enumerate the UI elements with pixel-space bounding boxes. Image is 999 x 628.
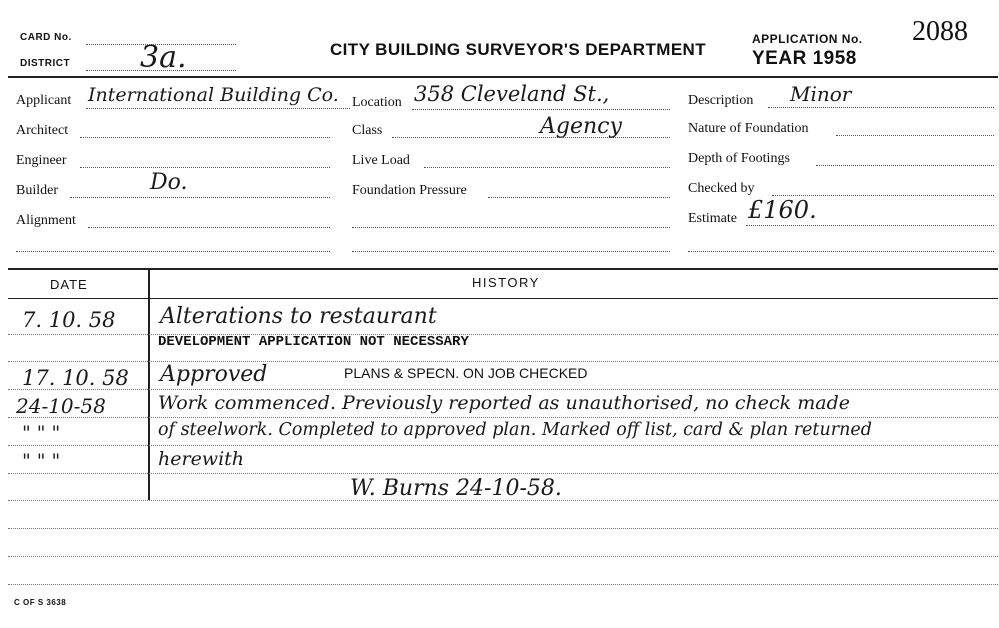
alignment-dotted-line <box>88 227 330 228</box>
card-no-label: CARD No. <box>20 32 72 43</box>
nature-dotted-line <box>836 135 994 136</box>
history-row-line <box>8 584 998 585</box>
description-label: Description <box>688 93 754 108</box>
department-title: CITY BUILDING SURVEYOR'S DEPARTMENT <box>330 40 707 59</box>
class-value: Agency <box>540 114 622 139</box>
class-label: Class <box>352 123 383 138</box>
location-value: 358 Cleveland St., <box>414 82 610 106</box>
live-load-label: Live Load <box>352 153 410 168</box>
district-value: 3a. <box>140 40 187 75</box>
live-load-dotted-line <box>424 167 670 168</box>
district-label: DISTRICT <box>20 58 71 69</box>
alignment-extra-line <box>16 251 330 252</box>
history-date: 7. 10. 58 <box>22 308 116 332</box>
application-no-label: APPLICATION No. <box>752 32 863 46</box>
signature: W. Burns 24-10-58. <box>350 476 562 501</box>
estimate-label: Estimate <box>688 211 737 226</box>
history-row-line <box>8 334 998 335</box>
history-top-rule <box>8 268 998 270</box>
history-entry: herewith <box>158 448 245 470</box>
history-entry: Approved <box>160 362 268 387</box>
application-no-value: 2088 <box>912 16 968 47</box>
applicant-value: International Building Co. <box>88 84 339 106</box>
description-dotted-line <box>768 107 994 108</box>
development-stamp: DEVELOPMENT APPLICATION NOT NECESSARY <box>158 334 469 350</box>
history-row-line <box>8 389 998 390</box>
col2-extra-line-1 <box>352 227 670 228</box>
history-row-line <box>8 445 998 446</box>
engineer-label: Engineer <box>16 153 67 168</box>
history-date-ditto: " " " <box>22 450 61 472</box>
history-entry: Alterations to restaurant <box>160 304 437 329</box>
engineer-dotted-line <box>80 167 330 168</box>
applicant-label: Applicant <box>16 93 72 108</box>
estimate-dotted-line <box>746 225 994 226</box>
history-header: HISTORY <box>472 275 540 290</box>
history-header-rule <box>8 298 998 299</box>
builder-value: Do. <box>150 170 188 195</box>
history-date-ditto: " " " <box>22 422 61 444</box>
history-row-line <box>8 417 998 418</box>
history-date: 17. 10. 58 <box>22 366 129 390</box>
history-row-line <box>8 473 998 474</box>
header-rule <box>8 76 998 78</box>
history-row-line <box>8 556 998 557</box>
year: YEAR 1958 <box>752 48 857 69</box>
architect-dotted-line <box>80 137 330 138</box>
history-date: 24-10-58 <box>16 394 106 418</box>
form-code: C OF S 3638 <box>14 598 67 607</box>
foundation-pressure-label: Foundation Pressure <box>352 183 467 198</box>
depth-dotted-line <box>816 165 994 166</box>
history-entry: of steelwork. Completed to approved plan. Marked off list, card & plan returned <box>158 420 872 440</box>
class-dotted-line <box>392 137 670 138</box>
history-row-line <box>8 361 998 362</box>
col2-extra-line-2 <box>352 251 670 252</box>
date-column-divider <box>148 270 150 500</box>
builder-dotted-line <box>70 197 330 198</box>
foundation-pressure-dotted-line <box>488 197 670 198</box>
estimate-value: £160. <box>748 196 817 224</box>
applicant-dotted-line <box>86 108 350 109</box>
nature-of-foundation-label: Nature of Foundation <box>688 121 809 136</box>
history-row-line <box>8 528 998 529</box>
builder-label: Builder <box>16 183 58 198</box>
plans-checked-stamp: PLANS & SPECN. ON JOB CHECKED <box>344 365 588 381</box>
checked-by-label: Checked by <box>688 181 755 196</box>
alignment-label: Alignment <box>16 213 76 228</box>
history-entry: Work commenced. Previously reported as unauthorised, no check made <box>158 392 850 414</box>
description-value: Minor <box>790 82 852 106</box>
location-label: Location <box>352 95 402 110</box>
location-dotted-line <box>412 109 670 110</box>
architect-label: Architect <box>16 123 69 138</box>
depth-of-footings-label: Depth of Footings <box>688 151 790 166</box>
date-header: DATE <box>50 277 88 292</box>
col3-extra-line <box>688 251 994 252</box>
